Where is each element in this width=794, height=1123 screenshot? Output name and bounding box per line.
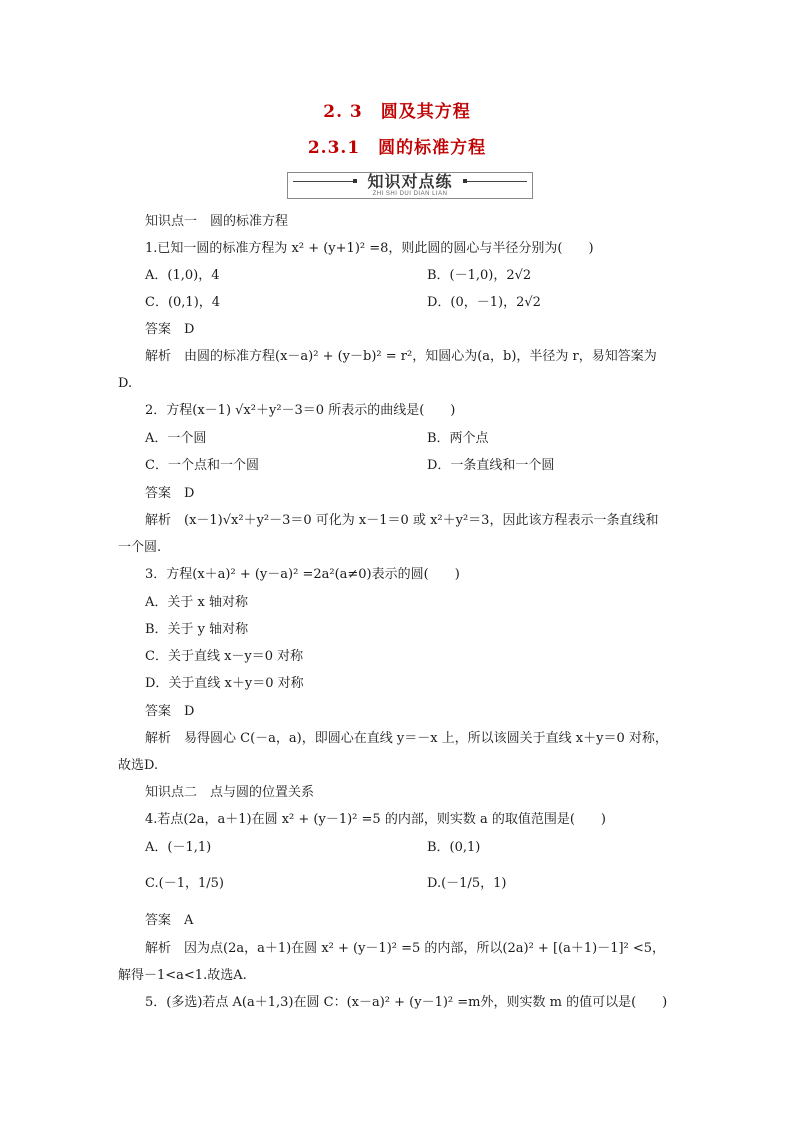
question-stem: 4.若点(2a，a＋1)在圆 x² + (y－1)² =5 的内部，则实数 a 的取值范围是( )	[145, 812, 606, 827]
section-banner	[287, 171, 533, 200]
option-b: B．(－1,0)，2√2	[427, 268, 532, 283]
option-d: D．(0，－1)，2√2	[427, 295, 541, 310]
analysis-line: 解析 易得圆心 C(－a，a)，即圆心在直线 y＝－x 上，所以该圆关于直线 x＋y＝0 对称，	[145, 731, 668, 746]
option-c: C．一个点和一个圆	[145, 458, 259, 473]
analysis-line-cont: 解得－1<a<1.故选A.	[118, 968, 247, 983]
option-b: B．(0,1)	[427, 840, 481, 855]
answer-line: 答案 D	[145, 322, 195, 337]
knowledge-point-heading: 知识点二 点与圆的位置关系	[145, 785, 315, 800]
answer-line: 答案 A	[145, 913, 194, 928]
option-b: B．关于 y 轴对称	[145, 622, 249, 637]
option-c: C.(－1，1/5)	[145, 876, 224, 891]
option-a: A．关于 x 轴对称	[145, 595, 248, 610]
analysis-line: 解析 (x－1)√x²＋y²－3＝0 可化为 x－1＝0 或 x²＋y²＝3，因此该方程表示一条直线和	[145, 513, 659, 528]
analysis-line: 解析 由圆的标准方程(x－a)² + (y－b)² = r²，知圆心为(a，b)，半径为 r，易知答案为	[145, 349, 657, 364]
question-stem: 2．方程(x－1) √x²＋y²－3＝0 所表示的曲线是( )	[145, 403, 456, 418]
subsection-title: 2.3.1 圆的标准方程	[307, 138, 487, 158]
answer-line: 答案 D	[145, 704, 195, 719]
option-d: D．一条直线和一个圆	[427, 458, 555, 473]
question-stem: 5．(多选)若点 A(a＋1,3)在圆 C：(x－a)² + (y－1)² =m外，则实数 m 的值可以是( )	[145, 995, 668, 1010]
section-title: 2. 3 圆及其方程	[323, 102, 471, 122]
analysis-line-cont: 故选D.	[118, 758, 159, 773]
question-stem: 3．方程(x＋a)² + (y－a)² =2a²(a≠0)表示的圆( )	[145, 567, 460, 582]
answer-line: 答案 D	[145, 486, 195, 501]
question-stem: 1.已知一圆的标准方程为 x² + (y+1)² =8，则此圆的圆心与半径分别为( )	[145, 241, 594, 256]
option-d: D．关于直线 x＋y＝0 对称	[145, 676, 304, 691]
analysis-line-cont: 一个圆.	[118, 540, 162, 555]
option-a: A．(1,0)，4	[145, 268, 220, 283]
option-b: B．两个点	[427, 431, 489, 446]
knowledge-point-heading: 知识点一 圆的标准方程	[145, 214, 289, 229]
banner-title: 知识对点练	[367, 172, 453, 191]
banner-subtitle: ZHI SHI DUI DIAN LIAN	[372, 191, 448, 197]
analysis-line-cont: D.	[118, 376, 133, 391]
option-d: D.(－1/5，1)	[427, 876, 507, 891]
analysis-line: 解析 因为点(2a，a＋1)在圆 x² + (y－1)² =5 的内部，所以(2a)² + [(a＋1)－1]² <5，	[145, 941, 666, 956]
option-a: A．(－1,1)	[145, 840, 212, 855]
option-a: A．一个圆	[145, 431, 207, 446]
option-c: C．关于直线 x－y＝0 对称	[145, 649, 304, 664]
option-c: C．(0,1)，4	[145, 295, 221, 310]
